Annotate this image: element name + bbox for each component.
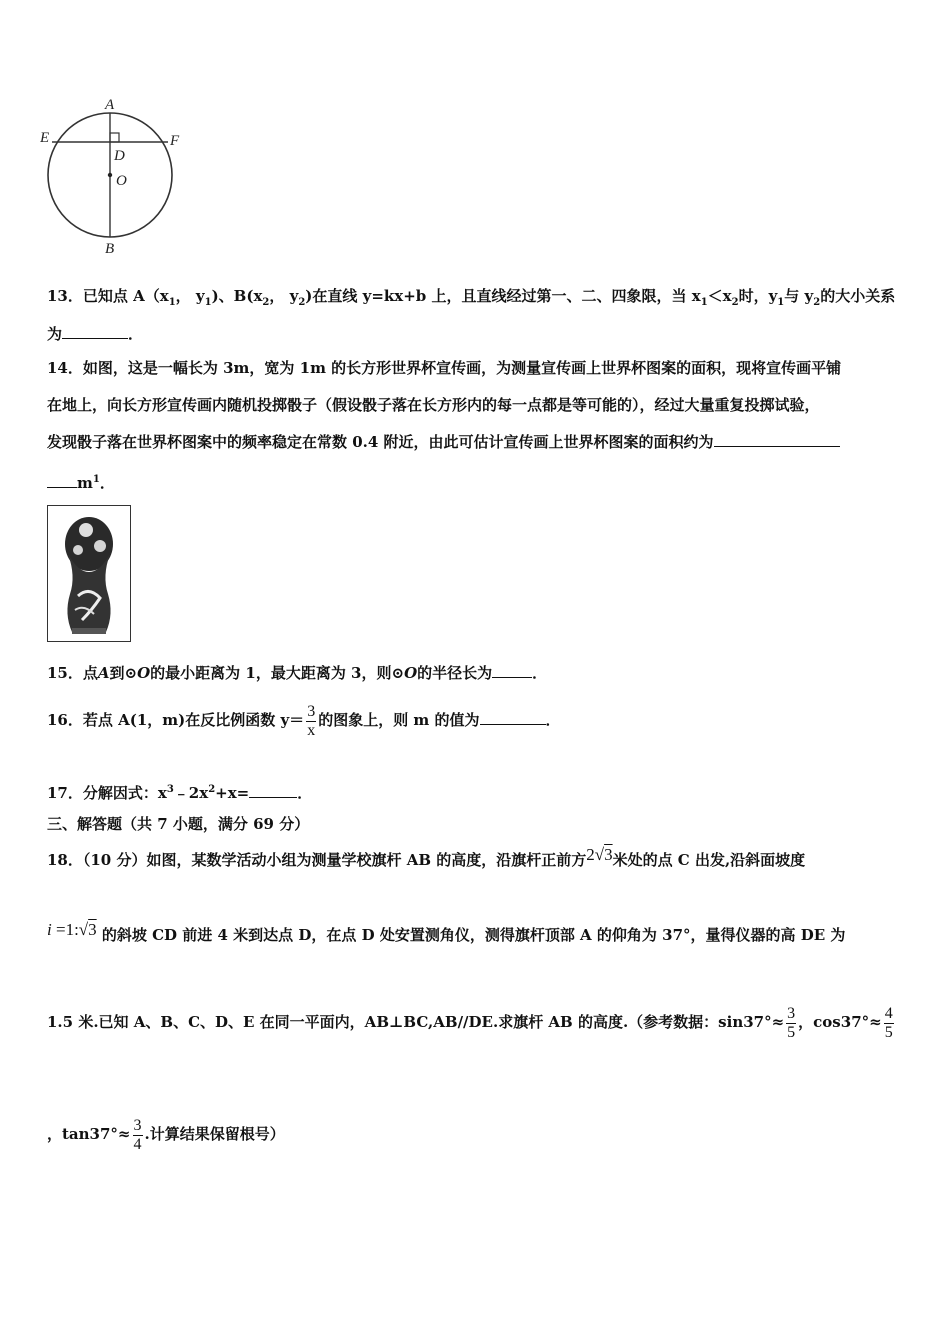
question-16: 16．若点 A(1，m)在反比例函数 y＝ $\frac{3}{x}$ 的图象上，则 m 的值为 ． bbox=[47, 702, 561, 739]
question-14-line3: 发现骰子落在世界杯图案中的频率稳定在常数 0.4 附近，由此可估计宣传画上世界杯图案的面积约为 bbox=[47, 432, 840, 452]
answer-blank-16[interactable] bbox=[480, 710, 546, 725]
question-15: 15．点A到⊙O的最小距离为 1，最大距离为 3，则⊙O的半径长为 ． bbox=[47, 664, 548, 682]
question-18-line3: 1.5 米.已知 A、B、C、D、E 在同一平面内，AB⊥BC,AB//DE.求旗杆 AB 的高度.（参考数据：sin37°≈ $\frac{3}{5}$ ，cos37°≈ $\frac{4}{5}$ bbox=[47, 1004, 893, 1041]
answer-blank-14a[interactable] bbox=[714, 432, 840, 447]
fraction-tan37: $\frac{3}{4}$ bbox=[133, 1116, 142, 1153]
question-17: 17．分解因式：$x^3﹣2x^2+x=$ ． bbox=[47, 784, 313, 802]
answer-blank-14b[interactable] bbox=[47, 473, 77, 488]
label-e: E bbox=[40, 130, 50, 146]
world-cup-trophy-icon bbox=[48, 506, 130, 641]
section-3-title: 三、解答题（共 7 小题，满分 69 分） bbox=[47, 815, 310, 833]
question-18-line4: ，tan37°≈ $\frac{3}{4}$ .计算结果保留根号） bbox=[47, 1116, 285, 1153]
fraction-3-over-x: $\frac{3}{x}$ bbox=[307, 702, 316, 739]
question-18-line1: 18．（10 分）如图，某数学活动小组为测量学校旗杆 AB 的高度，沿旗杆正前方2√3米处的点 C 出发,沿斜面坡度 bbox=[47, 845, 806, 869]
answer-blank-13[interactable] bbox=[62, 324, 128, 339]
label-d: D bbox=[114, 148, 125, 164]
two-root-three: 2√3 bbox=[586, 845, 613, 864]
label-b: B bbox=[105, 241, 115, 257]
question-18-line2: i =1:√3 的斜坡 CD 前进 4 米到达点 D，在点 D 处安置测角仪，测得旗杆顶部 A 的仰角为 37°，量得仪器的高 DE 为 bbox=[47, 920, 846, 944]
question-13-line2: 为 ． bbox=[47, 325, 144, 343]
question-13-line1: 13．已知点 $A(x_1$， $y_1$)、$B(x_2$， $y_2$)在直线 y=kx+b 上，且直线经过第一、二、四象限，当 $x_1<x_2$时，$y_1$与 $y_2$的大小关系 bbox=[47, 287, 896, 308]
circle-figure bbox=[40, 95, 190, 260]
fraction-cos37: $\frac{4}{5}$ bbox=[884, 1004, 893, 1041]
slope-ratio: i =1:√3 bbox=[47, 920, 97, 939]
right-angle-mark bbox=[110, 133, 119, 142]
fraction-sin37: $\frac{3}{5}$ bbox=[787, 1004, 796, 1041]
answer-blank-15[interactable] bbox=[492, 663, 532, 678]
center-point bbox=[108, 173, 112, 177]
question-14-line4: $m^1$． bbox=[47, 470, 115, 493]
label-f: F bbox=[170, 133, 180, 149]
question-14-line2: 在地上，向长方形宣传画内随机投掷骰子（假设骰子落在长方形内的每一点都是等可能的），经过大量重复投掷试验， bbox=[47, 396, 820, 414]
question-14-line1: 14．如图，这是一幅长为 3m，宽为 1m 的长方形世界杯宣传画，为测量宣传画上世界杯图案的面积，现将宣传画平铺 bbox=[47, 359, 842, 377]
answer-blank-17[interactable] bbox=[249, 783, 297, 798]
label-a: A bbox=[105, 97, 115, 113]
label-o: O bbox=[116, 173, 127, 189]
trophy-figure bbox=[47, 505, 131, 642]
